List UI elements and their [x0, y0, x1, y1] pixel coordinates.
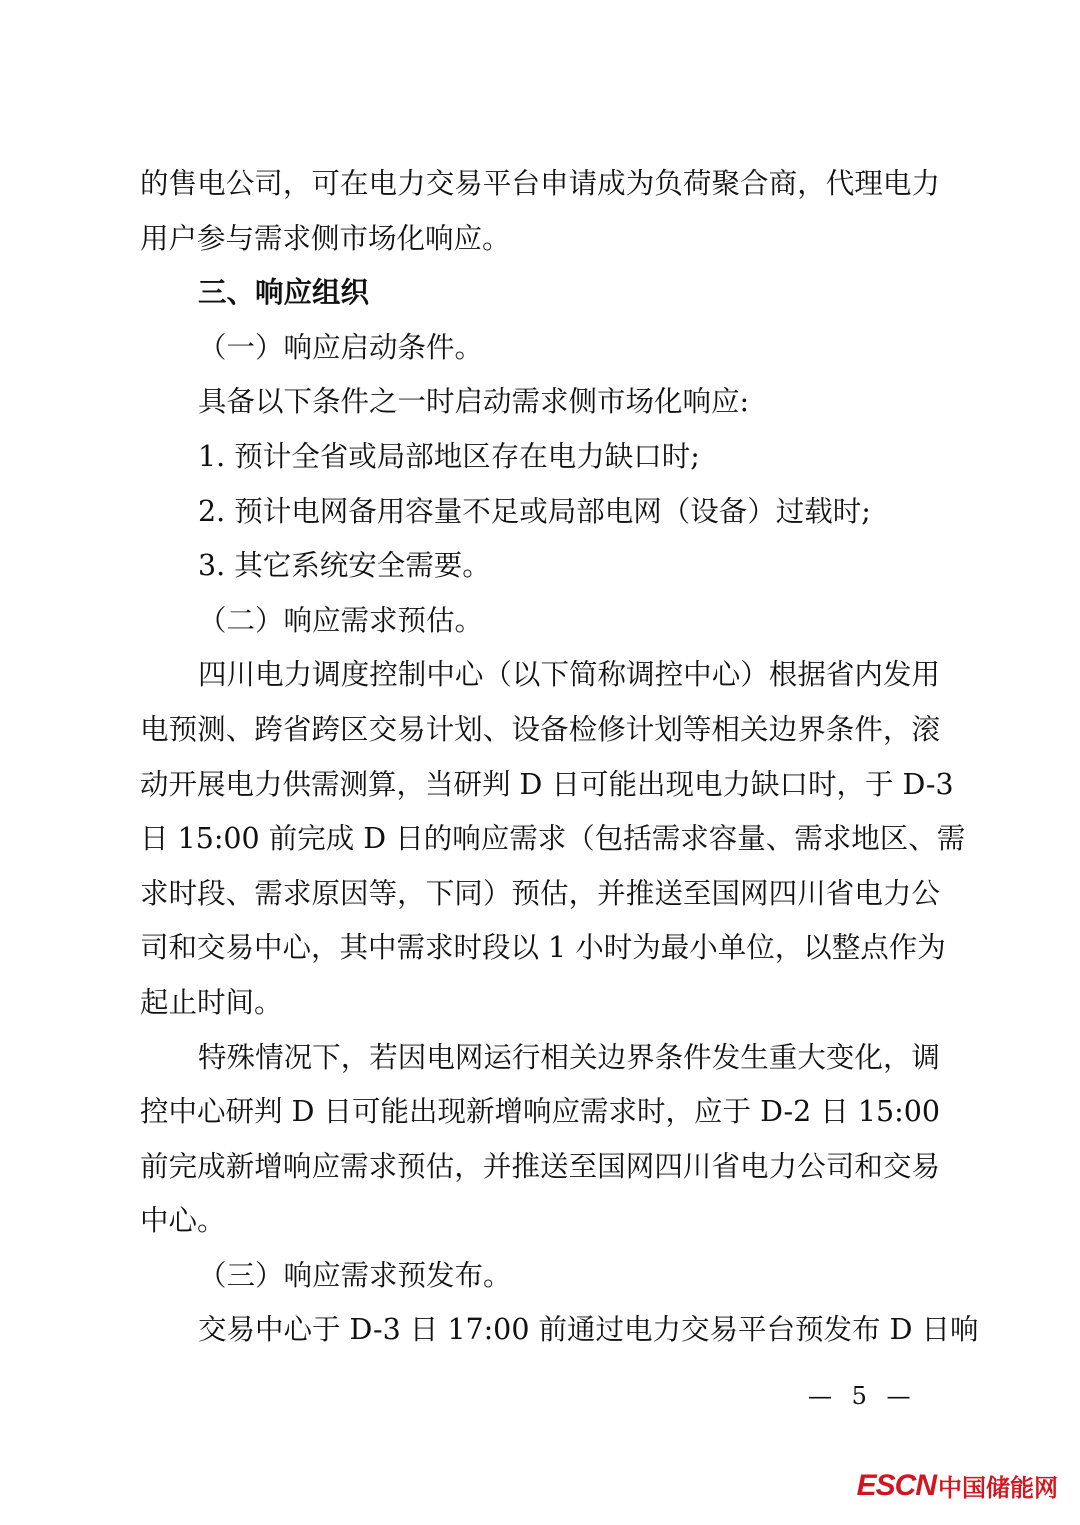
section-heading: 三、响应组织 [198, 276, 370, 310]
text-line: 前完成新增响应需求预估，并推送至国网四川省电力公司和交易 [140, 1149, 940, 1183]
text-line: 日 15:00 前完成 D 日的响应需求（包括需求容量、需求地区、需 [140, 822, 966, 856]
text-line: 控中心研判 D 日可能出现新增响应需求时，应于 D-2 日 15:00 [140, 1095, 940, 1129]
text-line: （一）响应启动条件。 [198, 330, 484, 364]
text-line: （二）响应需求预估。 [198, 603, 484, 637]
text-line: 四川电力调度控制中心（以下简称调控中心）根据省内发用 [198, 658, 940, 692]
text-line: 具备以下条件之一时启动需求侧市场化响应: [198, 385, 750, 419]
text-line: 司和交易中心，其中需求时段以 1 小时为最小单位，以整点作为 [140, 931, 946, 965]
text-line: 的售电公司，可在电力交易平台申请成为负荷聚合商，代理电力 [140, 167, 940, 200]
body-text [140, 157, 979, 1358]
text-line: 用户参与需求侧市场化响应。 [140, 221, 511, 255]
text-line: 中心。 [140, 1204, 226, 1238]
text-line: 3. 其它系统安全需要。 [198, 549, 491, 583]
text-line: 电预测、跨省跨区交易计划、设备检修计划等相关边界条件，滚 [140, 712, 940, 746]
text-line: 交易中心于 D-3 日 17:00 前通过电力交易平台预发布 D 日响 [198, 1313, 979, 1347]
text-line: 起止时间。 [140, 985, 283, 1019]
watermark-latin-text: ESCN [856, 1468, 936, 1502]
text-line: 2. 预计电网备用容量不足或局部电网（设备）过载时; [198, 494, 871, 528]
text-line: 1. 预计全省或局部地区存在电力缺口时; [198, 439, 700, 473]
text-line: 特殊情况下，若因电网运行相关边界条件发生重大变化，调 [198, 1040, 940, 1074]
watermark-chinese-text: 中国储能网 [938, 1474, 1058, 1502]
page-number: — 5 — [808, 1382, 917, 1410]
text-line: 求时段、需求原因等，下同）预估，并推送至国网四川省电力公 [140, 876, 940, 910]
text-line: （三）响应需求预发布。 [198, 1258, 512, 1292]
escn-watermark-logo [857, 1468, 1058, 1503]
text-line: 动开展电力供需测算，当研判 D 日可能出现电力缺口时，于 D-3 [140, 767, 954, 801]
